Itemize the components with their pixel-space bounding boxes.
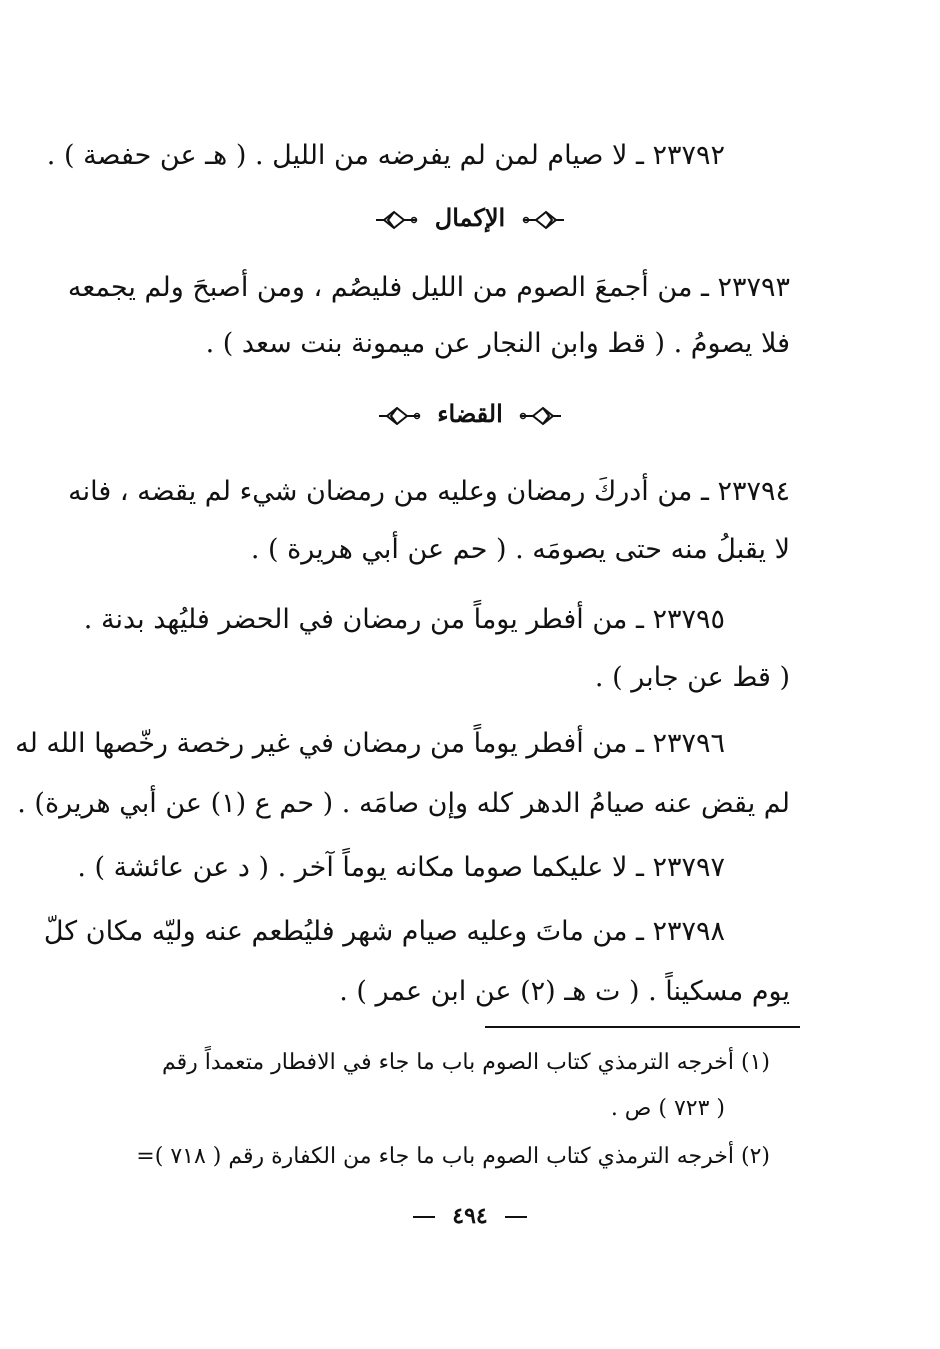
hadith-23797-line-1: ٢٣٧٩٧ ـ لا عليكما صوما مكانه يوماً آخر . ( د عن عائشة ) . — [77, 852, 725, 883]
hadith-23798-line-1: ٢٣٧٩٨ ـ من ماتَ وعليه صيام شهر فليُطعم عنه وليّه مكان كلّ — [43, 916, 725, 947]
hadith-23796-line-2: لم يقض عنه صيامُ الدهر كله وإن صامَه . ( حم ع (١) عن أبي هريرة) . — [17, 788, 790, 819]
footnote-separator — [485, 1026, 800, 1028]
hadith-23793-line-2: فلا يصومُ . ( قط وابن النجار عن ميمونة بنت سعد ) . — [205, 328, 790, 359]
section-heading-qadaa — [0, 396, 940, 432]
ornament-right-icon — [374, 209, 418, 231]
page-number — [0, 1200, 940, 1232]
page-number-dash-left — [413, 1216, 435, 1218]
footnote-1-line-2: ( ٧٢٣ ) ص . — [610, 1096, 725, 1121]
hadith-23795-line-2: ( قط عن جابر ) . — [594, 662, 790, 693]
page-number-dash-right — [505, 1216, 527, 1218]
hadith-23796-line-1: ٢٣٧٩٦ ـ من أفطر يوماً من رمضان في غير رخصة رخّصها الله له — [15, 728, 725, 759]
hadith-23795-line-1: ٢٣٧٩٥ ـ من أفطر يوماً من رمضان في الحضر فليُهد بدنة . — [83, 604, 725, 635]
page-number-text: ٤٩٤ — [452, 1203, 488, 1229]
hadith-23792-line-1: ٢٣٧٩٢ ـ لا صيام لمن لم يفرضه من الليل . ( هـ عن حفصة ) . — [46, 140, 725, 171]
section-heading-ikmal — [0, 200, 940, 236]
ornament-right-icon — [377, 405, 421, 427]
ornament-left-icon — [522, 209, 566, 231]
ornament-left-icon — [519, 405, 563, 427]
footnote-1-line-1: (١) أخرجه الترمذي كتاب الصوم باب ما جاء في الافطار متعمداً رقم — [162, 1050, 770, 1075]
footnote-2-line-1: (٢) أخرجه الترمذي كتاب الصوم باب ما جاء من الكفارة رقم ( ٧١٨ )= — [136, 1144, 770, 1169]
section-heading-qadaa-text: القضاء — [437, 399, 503, 428]
hadith-23793-line-1: ٢٣٧٩٣ ـ من أجمعَ الصوم من الليل فليصُم ، ومن أصبحَ ولم يجمعه — [67, 272, 790, 303]
section-heading-ikmal-text: الإكمال — [434, 203, 506, 232]
hadith-23794-line-2: لا يقبلُ منه حتى يصومَه . ( حم عن أبي هريرة ) . — [250, 534, 790, 565]
hadith-23794-line-1: ٢٣٧٩٤ ـ من أدركَ رمضان وعليه من رمضان شيء لم يقضه ، فانه — [68, 476, 790, 507]
hadith-23798-line-2: يوم مسكيناً . ( ت هـ (٢) عن ابن عمر ) . — [339, 976, 790, 1007]
